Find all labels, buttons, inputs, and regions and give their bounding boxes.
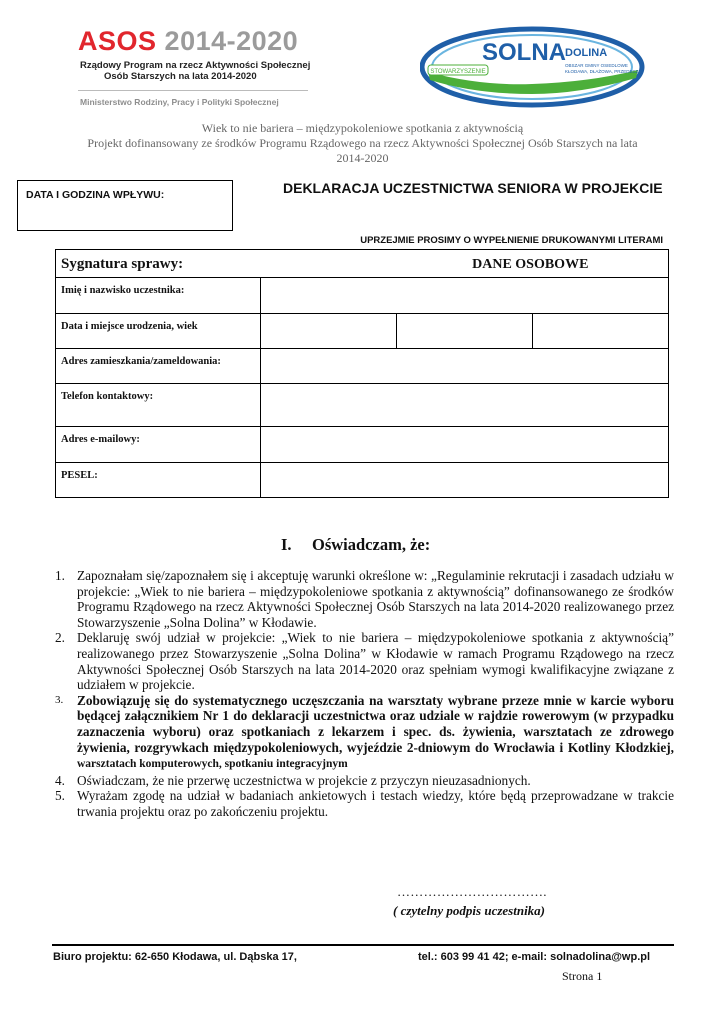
logo-ribbon-text: STOWARZYSZENIE — [430, 69, 486, 75]
name-field[interactable] — [261, 278, 669, 314]
item-text-small: warsztatach komputerowych, spotkaniu integracyjnym — [77, 758, 348, 771]
table-header-row — [56, 250, 669, 278]
table-row — [56, 349, 669, 384]
list-item — [55, 630, 674, 692]
asos-logo — [78, 26, 313, 107]
list-item — [55, 788, 674, 819]
asos-divider — [78, 90, 308, 91]
address-field[interactable] — [261, 349, 669, 384]
intake-date-label: DATA I GODZINA WPŁYWU: — [26, 189, 165, 201]
document-title: DEKLARACJA UCZESTNICTWA SENIORA W PROJEKCIE — [283, 180, 663, 196]
birth-place-field[interactable] — [397, 314, 533, 349]
print-instruction: UPRZEJMIE PROSIMY O WYPEŁNIENIE DRUKOWANYMI LITERAMI — [360, 235, 663, 246]
table-row — [56, 384, 669, 427]
signature-label: Sygnatura sprawy: — [61, 255, 184, 272]
birth-label: Data i miejsce urodzenia, wiek — [56, 314, 261, 349]
item-number: 1. — [55, 568, 65, 583]
list-item — [55, 568, 674, 630]
footer-contact: tel.: 603 99 41 42; e-mail: solnadolina@wp.pl — [418, 951, 651, 963]
logo-tagline-1: OBSZAR GMINY OSIEDLOWE — [565, 63, 628, 68]
pesel-field[interactable] — [261, 463, 669, 498]
item-number: 5. — [55, 788, 65, 804]
signature-line[interactable]: ……………………………. — [397, 884, 547, 899]
section-number: I. — [281, 535, 292, 554]
ministry-name: Ministerstwo Rodziny, Pracy i Polityki Społecznej — [80, 97, 279, 107]
age-field[interactable] — [533, 314, 669, 349]
item-text: Wyrażam zgodę na udział w badaniach ankietowych i testach wiedzy, które będą przeprowadzane w trakcie trwania projektu oraz po zakończeniu projektu. — [77, 788, 674, 819]
phone-field[interactable] — [261, 384, 669, 427]
declarations-list — [55, 568, 674, 820]
table-row — [56, 463, 669, 498]
table-header-cell — [56, 250, 669, 278]
personal-data-table — [55, 249, 669, 498]
table-row — [56, 427, 669, 463]
list-item — [55, 693, 674, 773]
personal-data-heading: DANE OSOBOWE — [472, 256, 589, 272]
birth-date-field[interactable] — [261, 314, 397, 349]
logo-name-dolina: DOLINA — [565, 47, 608, 59]
list-item — [55, 773, 674, 789]
funding-line-2: 2014-2020 — [336, 151, 389, 165]
section-title: Oświadczam, że: — [312, 535, 431, 554]
asos-logo-title — [78, 26, 313, 56]
project-header — [40, 121, 685, 166]
item-text: Deklaruję swój udział w projekcie: „Wiek to nie bariera – międzypokoleniowe spotkania z aktywnością” realizowanego przez Stowarzyszenie „Solna Dolina” w Kłodawie w ramach Programu Rządowego na rzecz Aktywności Społecznej Osób Starszych na lata 2014-2020 oraz spełniam wymogi kwalifikacyjne związane z udziałem w projekcie. — [77, 630, 674, 693]
page-number: Strona 1 — [562, 969, 603, 983]
item-text: Zapoznałam się/zapoznałem się i akceptuję warunki określone w: „Regulaminie rekrutacji i zasadach udziału w projekcie: „Wiek to nie bariera – międzypokoleniowe spotkania z aktywnością” dofinansowanego ze środków Programu Rządowego na rzecz Aktywności Społecznej Osób Starszych na lata 2014-2020 realizowanego przez Stowarzyszenie „Solna Dolina” w Kłodawie. — [77, 568, 674, 630]
solna-dolina-logo — [420, 26, 645, 108]
asos-title-years: 2014-2020 — [164, 26, 299, 56]
funding-line-1: Projekt dofinansowany ze środków Programu Rządowego na rzecz Aktywności Społecznej Osób Starszych na lata — [87, 136, 638, 150]
item-number: 4. — [55, 772, 65, 788]
asos-subtitle — [78, 60, 313, 82]
project-title: Wiek to nie bariera – międzypokoleniowe spotkania z aktywnością — [201, 121, 524, 135]
footer-address: Biuro projektu: 62-650 Kłodawa, ul. Dąbska 17, — [53, 951, 297, 963]
logo-name-solna: SOLNA — [482, 39, 566, 66]
footer-divider — [52, 944, 674, 946]
table-row — [56, 314, 669, 349]
logo-tagline-2: KŁODAWA, DŁAŻOWA, PRZEDECZ — [565, 69, 639, 74]
asos-title-red: ASOS — [78, 26, 157, 56]
signature-caption: ( czytelny podpis uczestnika) — [393, 903, 546, 918]
asos-subtitle-line2: Osób Starszych na lata 2014-2020 — [104, 71, 257, 82]
intake-date-box[interactable] — [17, 180, 233, 231]
asos-subtitle-line1: Rządowy Program na rzecz Aktywności Społecznej — [80, 60, 311, 71]
email-label: Adres e-mailowy: — [56, 427, 261, 463]
item-text: Oświadczam, że nie przerwę uczestnictwa w projekcie z przyczyn nieuzasadnionych. — [77, 772, 531, 788]
item-text-bold: Zobowiązuję się do systematycznego uczęszczania na warsztaty wybrane przeze mnie w karcie wyboru będącej załącznikiem Nr 1 do deklaracji uczestnictwa oraz udziale w rajdzie rowerowym (w przypadku zaznaczenia wyboru) oraz spotkaniach z lekarzem i spec. ds. żywienia, warsztatach ze zdrowego żywienia, rozgrywkach międzypokoleniowych, wyjeździe 2-dniowym do Wrocławia i Kotliny Kłodzkiej, — [77, 692, 674, 755]
name-label: Imię i nazwisko uczestnika: — [56, 278, 261, 314]
email-field[interactable] — [261, 427, 669, 463]
pesel-label: PESEL: — [56, 463, 261, 498]
table-row — [56, 278, 669, 314]
item-number: 2. — [55, 630, 65, 646]
address-label: Adres zamieszkania/zameldowania: — [56, 349, 261, 384]
phone-label: Telefon kontaktowy: — [56, 384, 261, 427]
item-number: 3. — [55, 693, 64, 706]
section-heading — [281, 535, 430, 555]
